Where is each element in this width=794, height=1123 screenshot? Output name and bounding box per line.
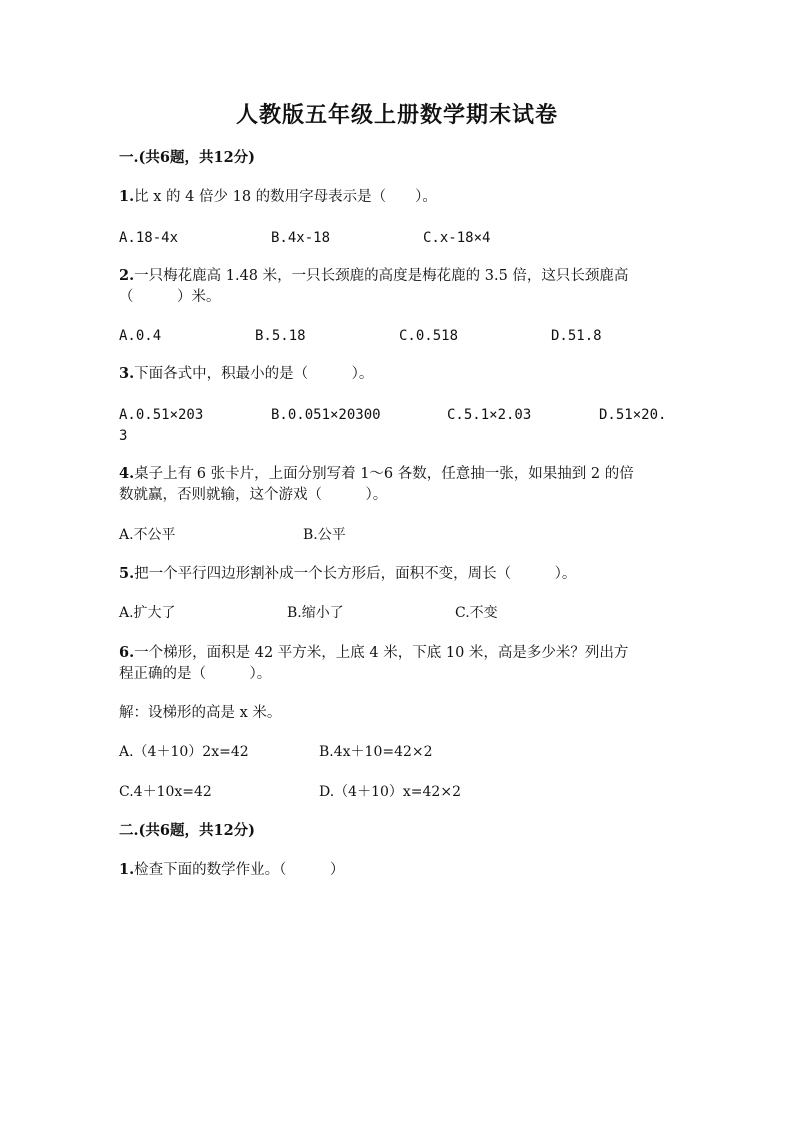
option-d-continued: 3 [119, 428, 128, 444]
option-d: D.（4＋10）x=42×2 [319, 784, 461, 800]
option-c: C.5.1×2.03 [447, 407, 532, 423]
question-3 [119, 364, 373, 384]
question-4-continued: 数就赢，否则就输，这个游戏（ ）。 [119, 487, 388, 503]
option-a: A.不公平 [119, 527, 176, 543]
option-b: B.0.051×20300 [271, 407, 381, 423]
page-title: 人教版五年级上册数学期末试卷 [235, 102, 558, 128]
option-c: C.4＋10x=42 [119, 784, 212, 800]
option-c: C.0.518 [399, 328, 459, 344]
question-text: 把一个平行四边形割补成一个长方形后，面积不变，周长（ ）。 [134, 566, 577, 582]
option-b: B.4x-18 [271, 230, 331, 246]
question-2-continued: （ ）米。 [119, 289, 221, 305]
question-number: 3. [119, 365, 135, 382]
option-a: A.（4＋10）2x=42 [119, 744, 249, 760]
question-text: 下面各式中，积最小的是（ ）。 [134, 366, 374, 382]
question-1 [119, 187, 437, 207]
section-heading-2: 二.(共6题，共12分) [119, 822, 256, 839]
question-number: 4. [119, 465, 135, 482]
question-5 [119, 564, 576, 584]
question-2 [119, 266, 628, 286]
question-6-continued: 程正确的是（ ）。 [119, 666, 272, 682]
question-4 [119, 464, 634, 484]
question-text: 检查下面的数学作业。（ ） [134, 862, 345, 878]
question-text: 一只梅花鹿高 1.48 米，一只长颈鹿的高度是梅花鹿的 3.5 倍，这只长颈鹿高 [134, 268, 629, 284]
question-number: 6. [119, 644, 135, 661]
question-number: 1. [119, 861, 135, 878]
question-number: 2. [119, 267, 135, 284]
option-c: C.x-18×4 [423, 230, 491, 246]
option-c: C.不变 [455, 605, 498, 621]
option-d: D.51.8 [551, 328, 602, 344]
question-number: 5. [119, 565, 135, 582]
option-a: A.扩大了 [119, 605, 176, 621]
question-text: 桌子上有 6 张卡片，上面分别写着 1～6 各数，任意抽一张，如果抽到 2 的倍 [134, 466, 634, 482]
question-text: 比 x 的 4 倍少 18 的数用字母表示是（ ）。 [134, 189, 437, 205]
section-heading-1: 一.(共6题，共12分) [119, 149, 256, 166]
option-b: B.公平 [303, 527, 346, 543]
option-b: B.4x＋10=42×2 [319, 744, 433, 760]
solution-setup: 解：设梯形的高是 x 米。 [119, 705, 282, 721]
option-a: A.0.4 [119, 328, 162, 344]
option-b: B.5.18 [255, 328, 306, 344]
option-a: A.18-4x [119, 230, 179, 246]
question-number: 1. [119, 188, 135, 205]
question-6 [119, 643, 628, 663]
question-text: 一个梯形，面积是 42 平方米，上底 4 米，下底 10 米，高是多少米？列出方 [134, 645, 629, 661]
option-b: B.缩小了 [287, 605, 344, 621]
question-2-1 [119, 860, 344, 880]
option-d: D.51×20. [599, 407, 667, 423]
option-a: A.0.51×203 [119, 407, 204, 423]
